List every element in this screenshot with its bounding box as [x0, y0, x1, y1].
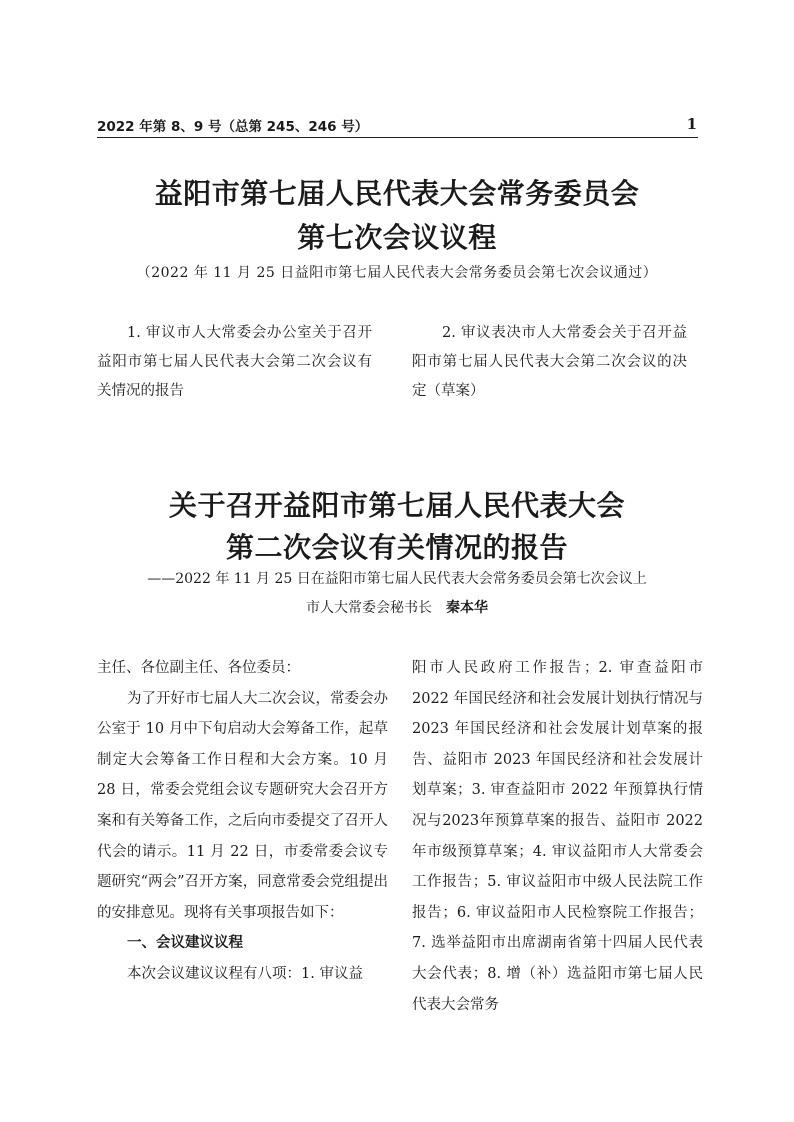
agenda-title-line1: 益阳市第七届人民代表大会常务委员会	[154, 177, 640, 210]
agenda-item-text: 1. 审议市人大常委会办公室关于召开益阳市第七届人民代表大会第二次会议有关情况的报告	[97, 325, 372, 399]
salutation: 主任、各位副主任、各位委员：	[97, 660, 300, 676]
agenda-item-1	[97, 319, 372, 406]
paragraph-agenda: 本次会议建议议程有八项：1. 审议益	[127, 965, 363, 982]
agenda-adoption-note: （2022 年 11 月 25 日益阳市第七届人民代表大会常务委员会第七次会议通过）	[136, 265, 658, 281]
issue-info: 2022 年第 8、9 号（总第 245、246 号）	[97, 119, 369, 135]
speaker-name: 秦本华	[446, 600, 488, 616]
body-right-column	[412, 653, 703, 1020]
body-left-column	[97, 653, 388, 990]
report-speaker	[0, 597, 794, 617]
report-subtitle: ——2022 年 11 月 25 日在益阳市第七届人民代表大会常务委员会第七次会议上	[147, 571, 647, 587]
agenda-item-2	[412, 319, 687, 406]
agenda-title-line2: 第七次会议议程	[297, 221, 497, 254]
paragraph-intro: 为了开好市七届人大二次会议，常委会办公室于 10 月中下旬启动大会筹备工作，起草制定大会筹备工作日程和大会方案。10 月 28 日，常委会党组会议专题研究大会召开方案和有关筹备工作，之后向市委提交了召开人代会的请示。11 月 22 日，市委常委会议专题研究“两会”召开方案，同意常委会党组提出的安排意见。现将有关事项报告如下：	[97, 690, 388, 921]
section-heading: 一、会议建议议程	[127, 935, 243, 952]
running-header	[97, 115, 697, 135]
speaker-role: 市人大常委会秘书长	[306, 600, 432, 616]
report-title-line1: 关于召开益阳市第七届人民代表大会	[168, 489, 625, 522]
agenda-item-text: 2. 审议表决市人大常委会关于召开益阳市第七届人民代表大会第二次会议的决定（草案）	[412, 325, 687, 399]
paragraph-agenda-continued: 阳市人民政府工作报告；2. 审查益阳市 2022 年国民经济和社会发展计划执行情况与 2023 年国民经济和社会发展计划草案的报告、益阳市 2023 年国民经济和社会发展计划草案；3. 审查益阳市 2022 年预算执行情况与2023年预算草案的报告、益阳市 2022 年市级预算草案；4. 审议益阳市人大常委会工作报告；5. 审议益阳市中级人民法院工作报告；6. 审议益阳市人民检察院工作报告；7. 选举益阳市出席湖南省第十四届人民代表大会代表；8. 增（补）选益阳市第七届人民代表大会常务	[412, 660, 703, 1013]
report-title-line2: 第二次会议有关情况的报告	[225, 531, 568, 564]
page-number: 1	[686, 115, 697, 133]
header-divider	[97, 137, 698, 138]
